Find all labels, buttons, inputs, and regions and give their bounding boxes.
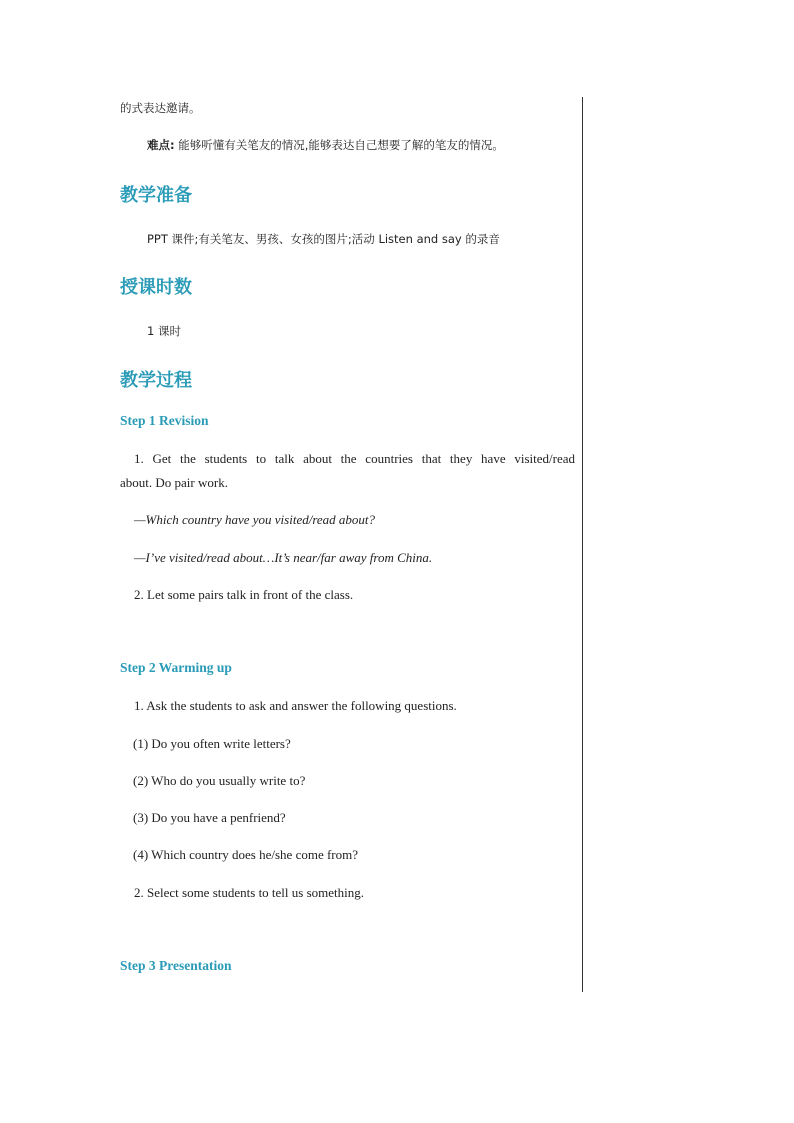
step1-item2: 2. Let some pairs talk in front of the class. bbox=[134, 587, 354, 602]
step3-title: Step 3 Presentation bbox=[120, 958, 232, 973]
step2-question-2: (2) Who do you usually write to? bbox=[133, 773, 306, 788]
difficulty-paragraph bbox=[147, 133, 504, 157]
intro-line: 的式表达邀请。 bbox=[120, 101, 201, 115]
section-title-process: 教学过程 bbox=[120, 370, 192, 391]
step1-dialog1: —Which country have you visited/read about? bbox=[134, 512, 376, 527]
step1-item1-line2: about. Do pair work. bbox=[120, 475, 228, 490]
step1-title: Step 1 Revision bbox=[120, 413, 209, 428]
step2-question-1: (1) Do you often write letters? bbox=[133, 736, 291, 751]
hours-text: 1 课时 bbox=[147, 324, 181, 338]
step2-item2: 2. Select some students to tell us something. bbox=[134, 885, 365, 900]
prep-text: PPT 课件;有关笔友、男孩、女孩的图片;活动 Listen and say 的录音 bbox=[147, 232, 500, 246]
step2-question-4: (4) Which country does he/she come from? bbox=[133, 847, 359, 862]
step2-item1: 1. Ask the students to ask and answer the following questions. bbox=[134, 698, 457, 713]
section-title-prep: 教学准备 bbox=[120, 185, 192, 206]
table-right-border bbox=[582, 97, 583, 992]
step1-dialog2: —I’ve visited/read about…It’s near/far away from China. bbox=[134, 550, 433, 565]
step1-item1-line1: 1. Get the students to talk about the countries that they have visited/read bbox=[134, 451, 575, 466]
difficulty-label: 难点: bbox=[147, 138, 175, 152]
step2-question-3: (3) Do you have a penfriend? bbox=[133, 810, 286, 825]
section-title-hours: 授课时数 bbox=[120, 277, 192, 298]
step2-title: Step 2 Warming up bbox=[120, 660, 232, 675]
difficulty-text: 能够听懂有关笔友的情况,能够表达自己想要了解的笔友的情况。 bbox=[178, 138, 504, 152]
